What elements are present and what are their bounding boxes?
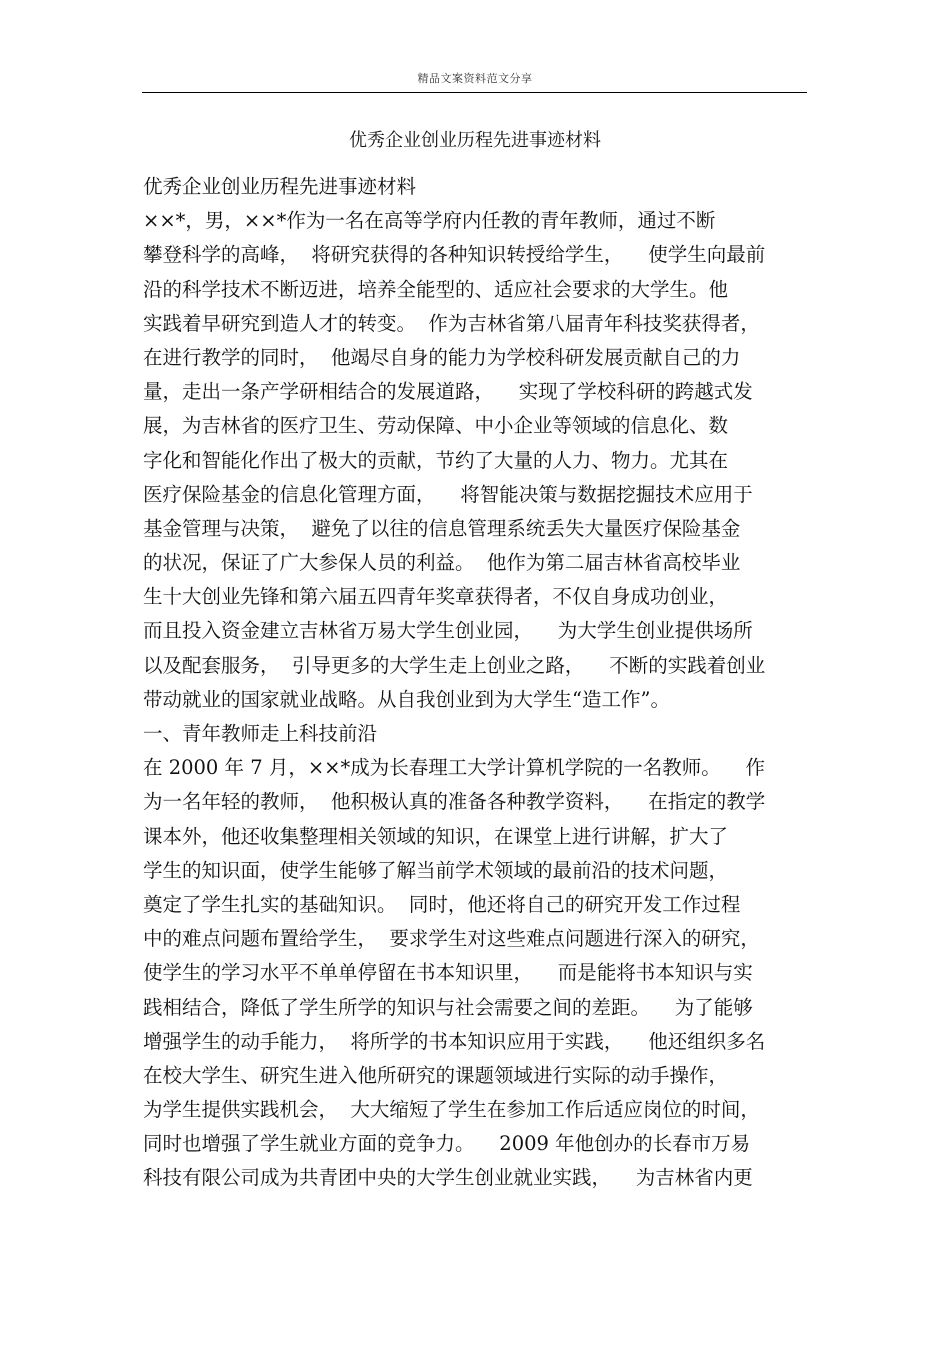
text-line: 量，走出一条产学研相结合的发展道路， 实现了学校科研的跨越式发	[143, 380, 753, 404]
text-line: 增强学生的动手能力， 将所学的书本知识应用于实践， 他还组织多名	[143, 1029, 766, 1053]
text-line: 优秀企业创业历程先进事迹材料	[143, 175, 417, 198]
text-line: 奠定了学生扎实的基础知识。 同时，他还将自己的研究开发工作过程	[143, 892, 741, 916]
text-line: 字化和智能化作出了极大的贡献，节约了大量的人力、物力。尤其在	[143, 448, 729, 472]
text-line: 一、青年教师走上科技前沿	[143, 722, 378, 745]
document-title: 优秀企业创业历程先进事迹材料	[349, 130, 601, 151]
text-line: 同时也增强了学生就业方面的竞争力。 2009 年他创办的长春市万易	[143, 1132, 751, 1156]
text-line: 生十大创业先锋和第六届五四青年奖章获得者，不仅自身成功创业，	[143, 585, 729, 609]
text-line: 学生的知识面，使学生能够了解当前学术领域的最前沿的技术问题，	[143, 858, 729, 882]
text-line: 在校大学生、研究生进入他所研究的课题领域进行实际的动手操作，	[143, 1063, 729, 1087]
text-line: 中的难点问题布置给学生， 要求学生对这些难点问题进行深入的研究，	[143, 927, 760, 951]
text-line: 在进行教学的同时， 他竭尽自身的能力为学校科研发展贡献自己的力	[143, 345, 741, 369]
text-line: 使学生的学习水平不单单停留在书本知识里， 而是能将书本知识与实	[143, 961, 753, 985]
text-line: 的状况，保证了广大参保人员的利益。 他作为第二届吉林省高校毕业	[143, 551, 741, 575]
document-body	[143, 170, 811, 1196]
text-line: 带动就业的国家就业战略。从自我创业到为大学生“造工作”。	[143, 687, 670, 711]
text-line: 展，为吉林省的医疗卫生、劳动保障、中小企业等领域的信息化、数	[143, 414, 729, 438]
text-line: 践相结合，降低了学生所学的知识与社会需要之间的差距。 为了能够	[143, 995, 753, 1019]
text-line: 而且投入资金建立吉林省万易大学生创业园， 为大学生创业提供场所	[143, 619, 753, 643]
text-line: 攀登科学的高峰， 将研究获得的各种知识转授给学生， 使学生向最前	[143, 243, 766, 267]
text-line: 实践着早研究到造人才的转变。 作为吉林省第八届青年科技奖获得者，	[143, 311, 760, 335]
text-line: 为学生提供实践机会， 大大缩短了学生在参加工作后适应岗位的时间，	[143, 1098, 760, 1122]
text-line: 以及配套服务， 引导更多的大学生走上创业之路， 不断的实践着创业	[143, 653, 766, 677]
text-line: 为一名年轻的教师， 他积极认真的准备各种教学资料， 在指定的教学	[143, 790, 766, 814]
text-line: 课本外，他还收集整理相关领域的知识，在课堂上进行讲解，扩大了	[143, 824, 729, 848]
text-line: 医疗保险基金的信息化管理方面， 将智能决策与数据挖掘技术应用于	[143, 482, 753, 506]
text-line: ××*，男，××*作为一名在高等学府内任教的青年教师，通过不断	[143, 209, 716, 233]
text-line: 沿的科学技术不断迈进，培养全能型的、适应社会要求的大学生。他	[143, 277, 729, 301]
text-line: 在 2000 年 7 月，××*成为长春理工大学计算机学院的一名教师。 作	[143, 756, 766, 780]
text-line: 科技有限公司成为共青团中央的大学生创业就业实践， 为吉林省内更	[143, 1166, 753, 1190]
page-header: 精品文案资料范文分享	[417, 72, 533, 85]
header-divider	[142, 92, 807, 93]
text-line: 基金管理与决策， 避免了以往的信息管理系统丢失大量医疗保险基金	[143, 516, 741, 540]
